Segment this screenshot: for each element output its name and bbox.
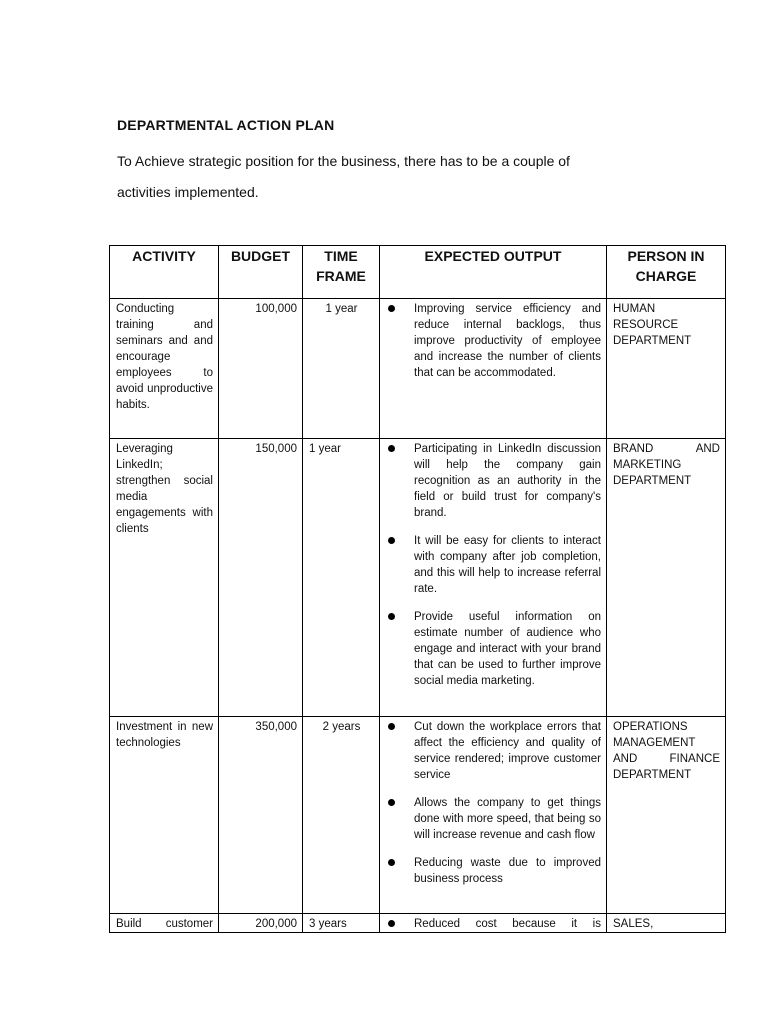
time-frame-cell: 2 years — [303, 717, 380, 914]
person-in-charge-cell: SALES, — [607, 914, 726, 933]
document-title: DEPARTMENTAL ACTION PLAN — [117, 117, 335, 133]
time-frame-cell: 1 year — [303, 299, 380, 439]
header-time-frame: TIME FRAME — [303, 246, 380, 299]
budget-cell: 100,000 — [219, 299, 303, 439]
bullet-icon — [388, 537, 395, 544]
output-item: Improving service efficiency and reduce internal backlogs, thus improve productivity of employee and increase the number of clients that can be accommodated. — [386, 301, 601, 381]
table-header-row — [110, 246, 726, 299]
person-in-charge-cell: BRAND AND MARKETING DEPARTMENT — [607, 439, 726, 717]
bullet-icon — [388, 920, 395, 927]
table-row — [110, 299, 726, 439]
time-frame-cell: 1 year — [303, 439, 380, 717]
expected-output-cell — [380, 717, 607, 914]
output-item: Participating in LinkedIn discussion will help the company gain recognition as an authority in the field or build trust for company's brand. — [386, 441, 601, 521]
intro-paragraph — [117, 146, 677, 208]
header-activity: ACTIVITY — [110, 246, 219, 299]
expected-output-cell — [380, 439, 607, 717]
output-item: Reduced cost because it is — [386, 916, 601, 932]
activity-cell: Investment in new technologies — [110, 717, 219, 914]
table-row — [110, 914, 726, 933]
activity-cell: Leveraging LinkedIn; strengthen social media engagements with clients — [110, 439, 219, 717]
budget-cell: 350,000 — [219, 717, 303, 914]
budget-cell: 200,000 — [219, 914, 303, 933]
header-person-in-charge: PERSON IN CHARGE — [607, 246, 726, 299]
bullet-icon — [388, 613, 395, 620]
bullet-icon — [388, 799, 395, 806]
expected-output-cell — [380, 914, 607, 933]
output-item: Provide useful information on estimate number of audience who engage and interact with your brand that can be used to further improve social media marketing. — [386, 609, 601, 689]
table-row — [110, 439, 726, 717]
person-in-charge-cell: OPERATIONS MANAGEMENT AND FINANCE DEPARTMENT — [607, 717, 726, 914]
bullet-icon — [388, 305, 395, 312]
expected-output-cell — [380, 299, 607, 439]
output-item: It will be easy for clients to interact with company after job completion, and this will help to increase referral rate. — [386, 533, 601, 597]
bullet-icon — [388, 445, 395, 452]
table-row — [110, 717, 726, 914]
header-expected-output: EXPECTED OUTPUT — [380, 246, 607, 299]
bullet-icon — [388, 859, 395, 866]
header-budget: BUDGET — [219, 246, 303, 299]
person-in-charge-cell: HUMAN RESOURCE DEPARTMENT — [607, 299, 726, 439]
action-plan-table — [109, 245, 726, 933]
budget-cell: 150,000 — [219, 439, 303, 717]
output-item: Reducing waste due to improved business process — [386, 855, 601, 887]
time-frame-cell: 3 years — [303, 914, 380, 933]
activity-cell: Conducting training and seminars and and encourage employees to avoid unproductive habits. — [110, 299, 219, 439]
bullet-icon — [388, 723, 395, 730]
activity-cell: Build customer — [110, 914, 219, 933]
output-item: Allows the company to get things done with more speed, that being so will increase revenue and cash flow — [386, 795, 601, 843]
output-item: Cut down the workplace errors that affect the efficiency and quality of service rendered; improve customer service — [386, 719, 601, 783]
intro-line-1: To Achieve strategic position for the business, there has to be a couple of — [117, 153, 570, 169]
intro-line-2: activities implemented. — [117, 184, 259, 200]
